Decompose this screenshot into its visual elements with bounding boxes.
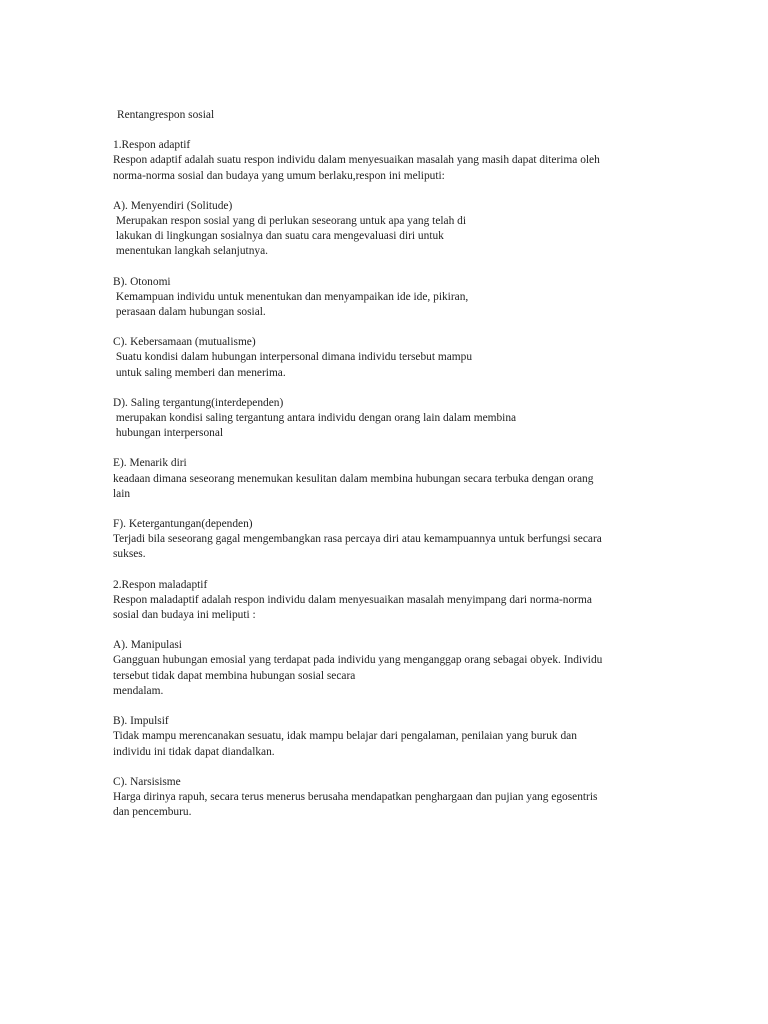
section-text-line: menentukan langkah selanjutnya. (113, 245, 268, 258)
document-section (113, 335, 658, 381)
section-text-line: Harga dirinya rapuh, secara terus menerus berusaha mendapatkan penghargaan dan pujian yang egosentris (113, 790, 598, 803)
section-heading: E). Menarik diri (113, 457, 187, 470)
document-page (113, 108, 658, 835)
document-section (113, 138, 658, 184)
document-section (113, 578, 658, 624)
section-text-line: Tidak mampu merencanakan sesuatu, idak mampu belajar dari pengalaman, penilaian yang buruk dan (113, 730, 577, 743)
section-text-line: Kemampuan individu untuk menentukan dan menyampaikan ide ide, pikiran, (113, 290, 469, 303)
section-text-line: norma-norma sosial dan budaya yang umum berlaku,respon ini meliputi: (113, 169, 445, 182)
section-heading: 2.Respon maladaptif (113, 578, 208, 591)
section-heading: B). Impulsif (113, 715, 169, 728)
section-text-line: Gangguan hubungan emosial yang terdapat pada individu yang menganggap orang sebagai obyek. Individu (113, 654, 603, 667)
section-heading: B). Otonomi (113, 275, 171, 288)
document-body (113, 138, 658, 820)
section-text-line: untuk saling memberi dan menerima. (113, 366, 286, 379)
section-text-line: Suatu kondisi dalam hubungan interpersonal dimana individu tersebut mampu (113, 351, 473, 364)
section-text-line: dan pencemburu. (113, 806, 192, 819)
section-text-line: mendalam. (113, 684, 164, 697)
section-text-line: tersebut tidak dapat membina hubungan sosial secara (113, 669, 356, 682)
section-heading: A). Menyendiri (Solitude) (113, 199, 233, 212)
section-text-line: sosial dan budaya ini meliputi : (113, 609, 256, 622)
section-text-line: sukses. (113, 548, 146, 561)
section-text-line: Merupakan respon sosial yang di perlukan seseorang untuk apa yang telah di (113, 215, 467, 228)
section-text-line: Terjadi bila seseorang gagal mengembangkan rasa percaya diri atau kemampuannya untuk berfungsi secara (113, 533, 602, 546)
section-heading: F). Ketergantungan(dependen) (113, 518, 253, 531)
document-section (113, 199, 658, 260)
section-text-line: hubungan interpersonal (113, 427, 224, 440)
section-heading: D). Saling tergantung(interdependen) (113, 396, 284, 409)
section-text-line: Respon maladaptif adalah respon individu dalam menyesuaikan masalah menyimpang dari norma-norma (113, 593, 592, 606)
section-text-line: merupakan kondisi saling tergantung antara individu dengan orang lain dalam membina (113, 412, 517, 425)
section-text-line: individu ini tidak dapat diandalkan. (113, 745, 275, 758)
document-section (113, 396, 658, 442)
section-heading: A). Manipulasi (113, 639, 182, 652)
section-text-line: lain (113, 487, 131, 500)
section-heading: 1.Respon adaptif (113, 139, 191, 152)
document-title: Rentangrespon sosial (117, 109, 215, 121)
document-section (113, 714, 658, 760)
document-section (113, 775, 658, 821)
document-section (113, 517, 658, 563)
section-text-line: keadaan dimana seseorang menemukan kesulitan dalam membina hubungan secara terbuka dengan orang (113, 472, 594, 485)
section-text-line: Respon adaptif adalah suatu respon individu dalam menyesuaikan masalah yang masih dapat diterima oleh (113, 154, 600, 167)
section-heading: C). Kebersamaan (mutualisme) (113, 336, 256, 349)
document-section (113, 638, 658, 699)
section-text-line: lakukan di lingkungan sosialnya dan suatu cara mengevaluasi diri untuk (113, 230, 444, 243)
section-text-line: perasaan dalam hubungan sosial. (113, 306, 266, 319)
document-section (113, 275, 658, 321)
section-heading: C). Narsisisme (113, 775, 181, 788)
document-section (113, 456, 658, 502)
